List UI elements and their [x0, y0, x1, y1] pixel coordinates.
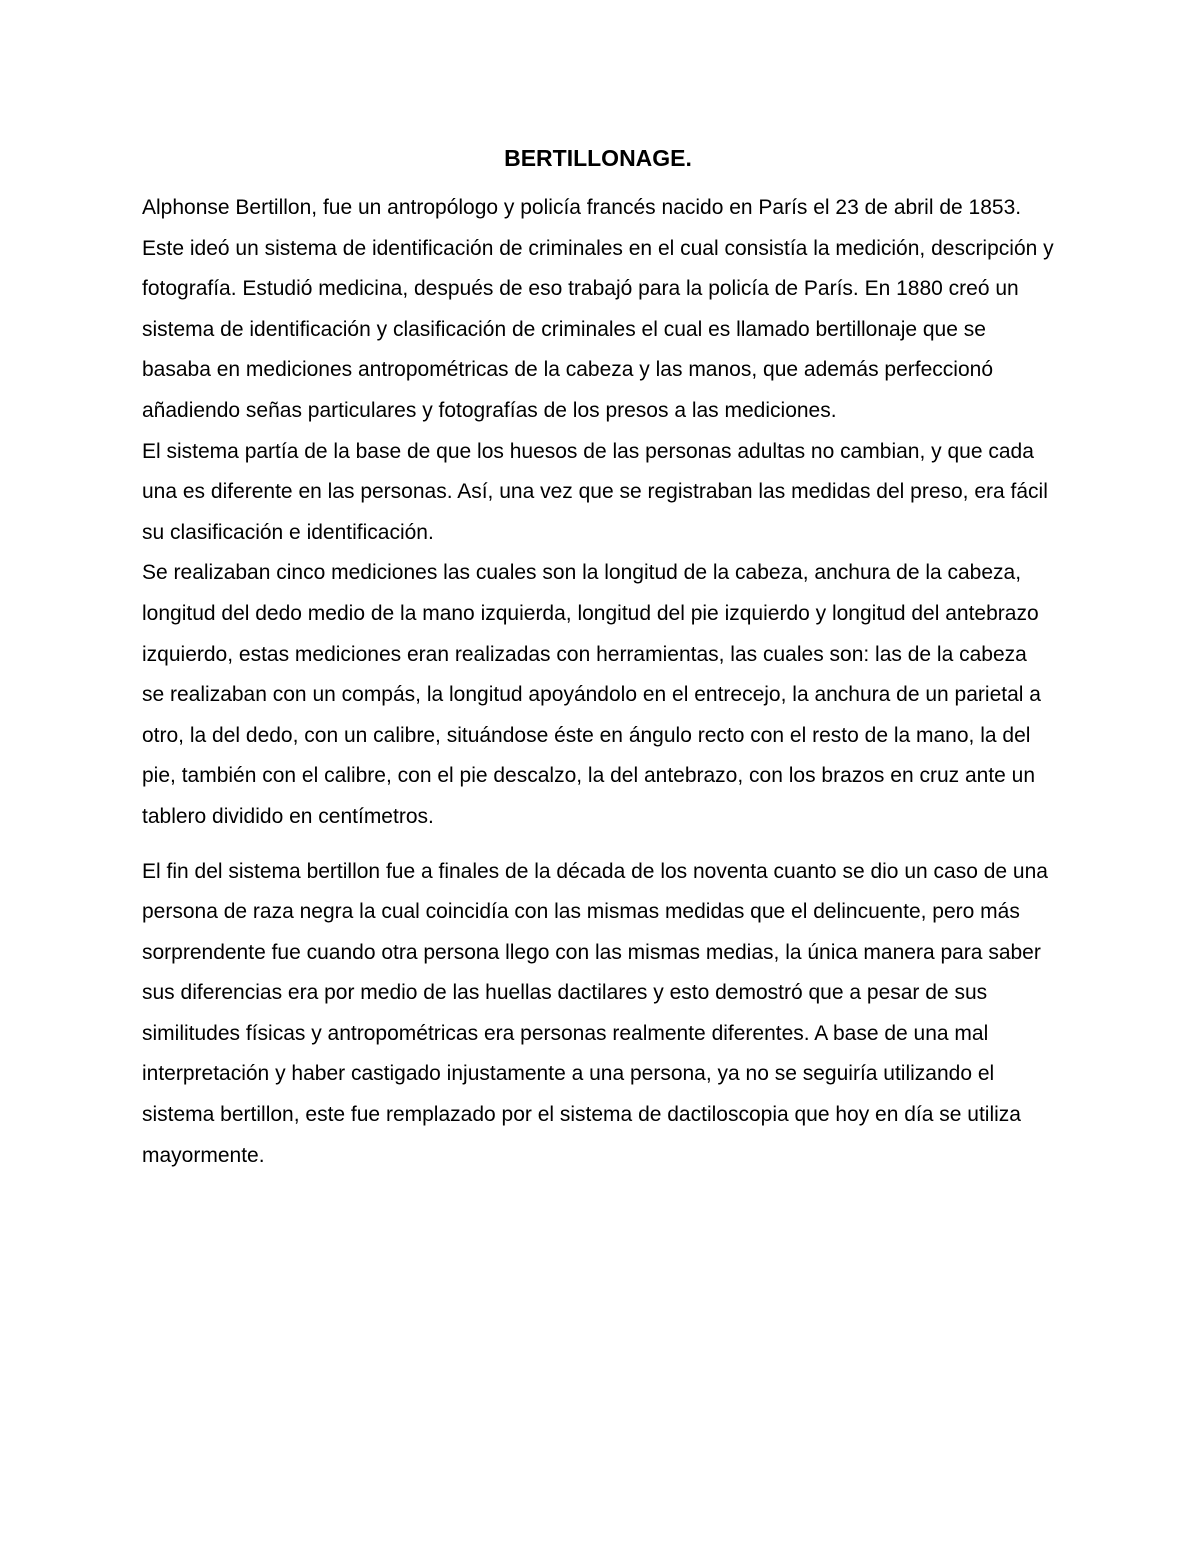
paragraph-measurements: Se realizaban cinco mediciones las cuales son la longitud de la cabeza, anchura de la cabeza, longitud del dedo medio de la mano izquierda, longitud del pie izquierdo y longitud del antebrazo izquierdo, estas mediciones eran realizadas con herramientas, las cuales son: las de la cabeza se realizaban con un compás, la longitud apoyándolo en el entrecejo, la anchura de un parietal a otro, la del dedo, con un calibre, situándose éste en ángulo recto con el resto de la mano, la del pie, también con el calibre, con el pie descalzo, la del antebrazo, con los brazos en cruz ante un tablero dividido en centímetros.	[142, 561, 1041, 828]
document-body	[142, 142, 1054, 1176]
paragraph-system-end: El fin del sistema bertillon fue a finales de la década de los noventa cuanto se dio un caso de una persona de raza negra la cual coincidía con las mismas medidas que el delincuente, pero más sorprendente fue cuando otra persona llego con las mismas medias, la única manera para saber sus diferencias era por medio de las huellas dactilares y esto demostró que a pesar de sus similitudes físicas y antropométricas era personas realmente diferentes. A base de una mal interpretación y haber castigado injustamente a una persona, ya no se seguiría utilizando el sistema bertillon, este fue remplazado por el sistema de dactiloscopia que hoy en día se utiliza mayormente.	[142, 859, 1048, 1167]
paragraph-system-basis: El sistema partía de la base de que los huesos de las personas adultas no cambian, y que cada una es diferente en las personas. Así, una vez que se registraban las medidas del preso, era fácil su clasificación e identificación.	[142, 439, 1048, 544]
document-title: BERTILLONAGE.	[504, 145, 692, 171]
paragraph-bertillon-intro: Alphonse Bertillon, fue un antropólogo y policía francés nacido en París el 23 de abril de 1853. Este ideó un sistema de identificación de criminales en el cual consistía la medición, descripción y fotografía. Estudió medicina, después de eso trabajó para la policía de París. En 1880 creó un sistema de identificación y clasificación de criminales el cual es llamado bertillonaje que se basaba en mediciones antropométricas de la cabeza y las manos, que además perfeccionó añadiendo señas particulares y fotografías de los presos a las mediciones.	[142, 196, 1054, 422]
